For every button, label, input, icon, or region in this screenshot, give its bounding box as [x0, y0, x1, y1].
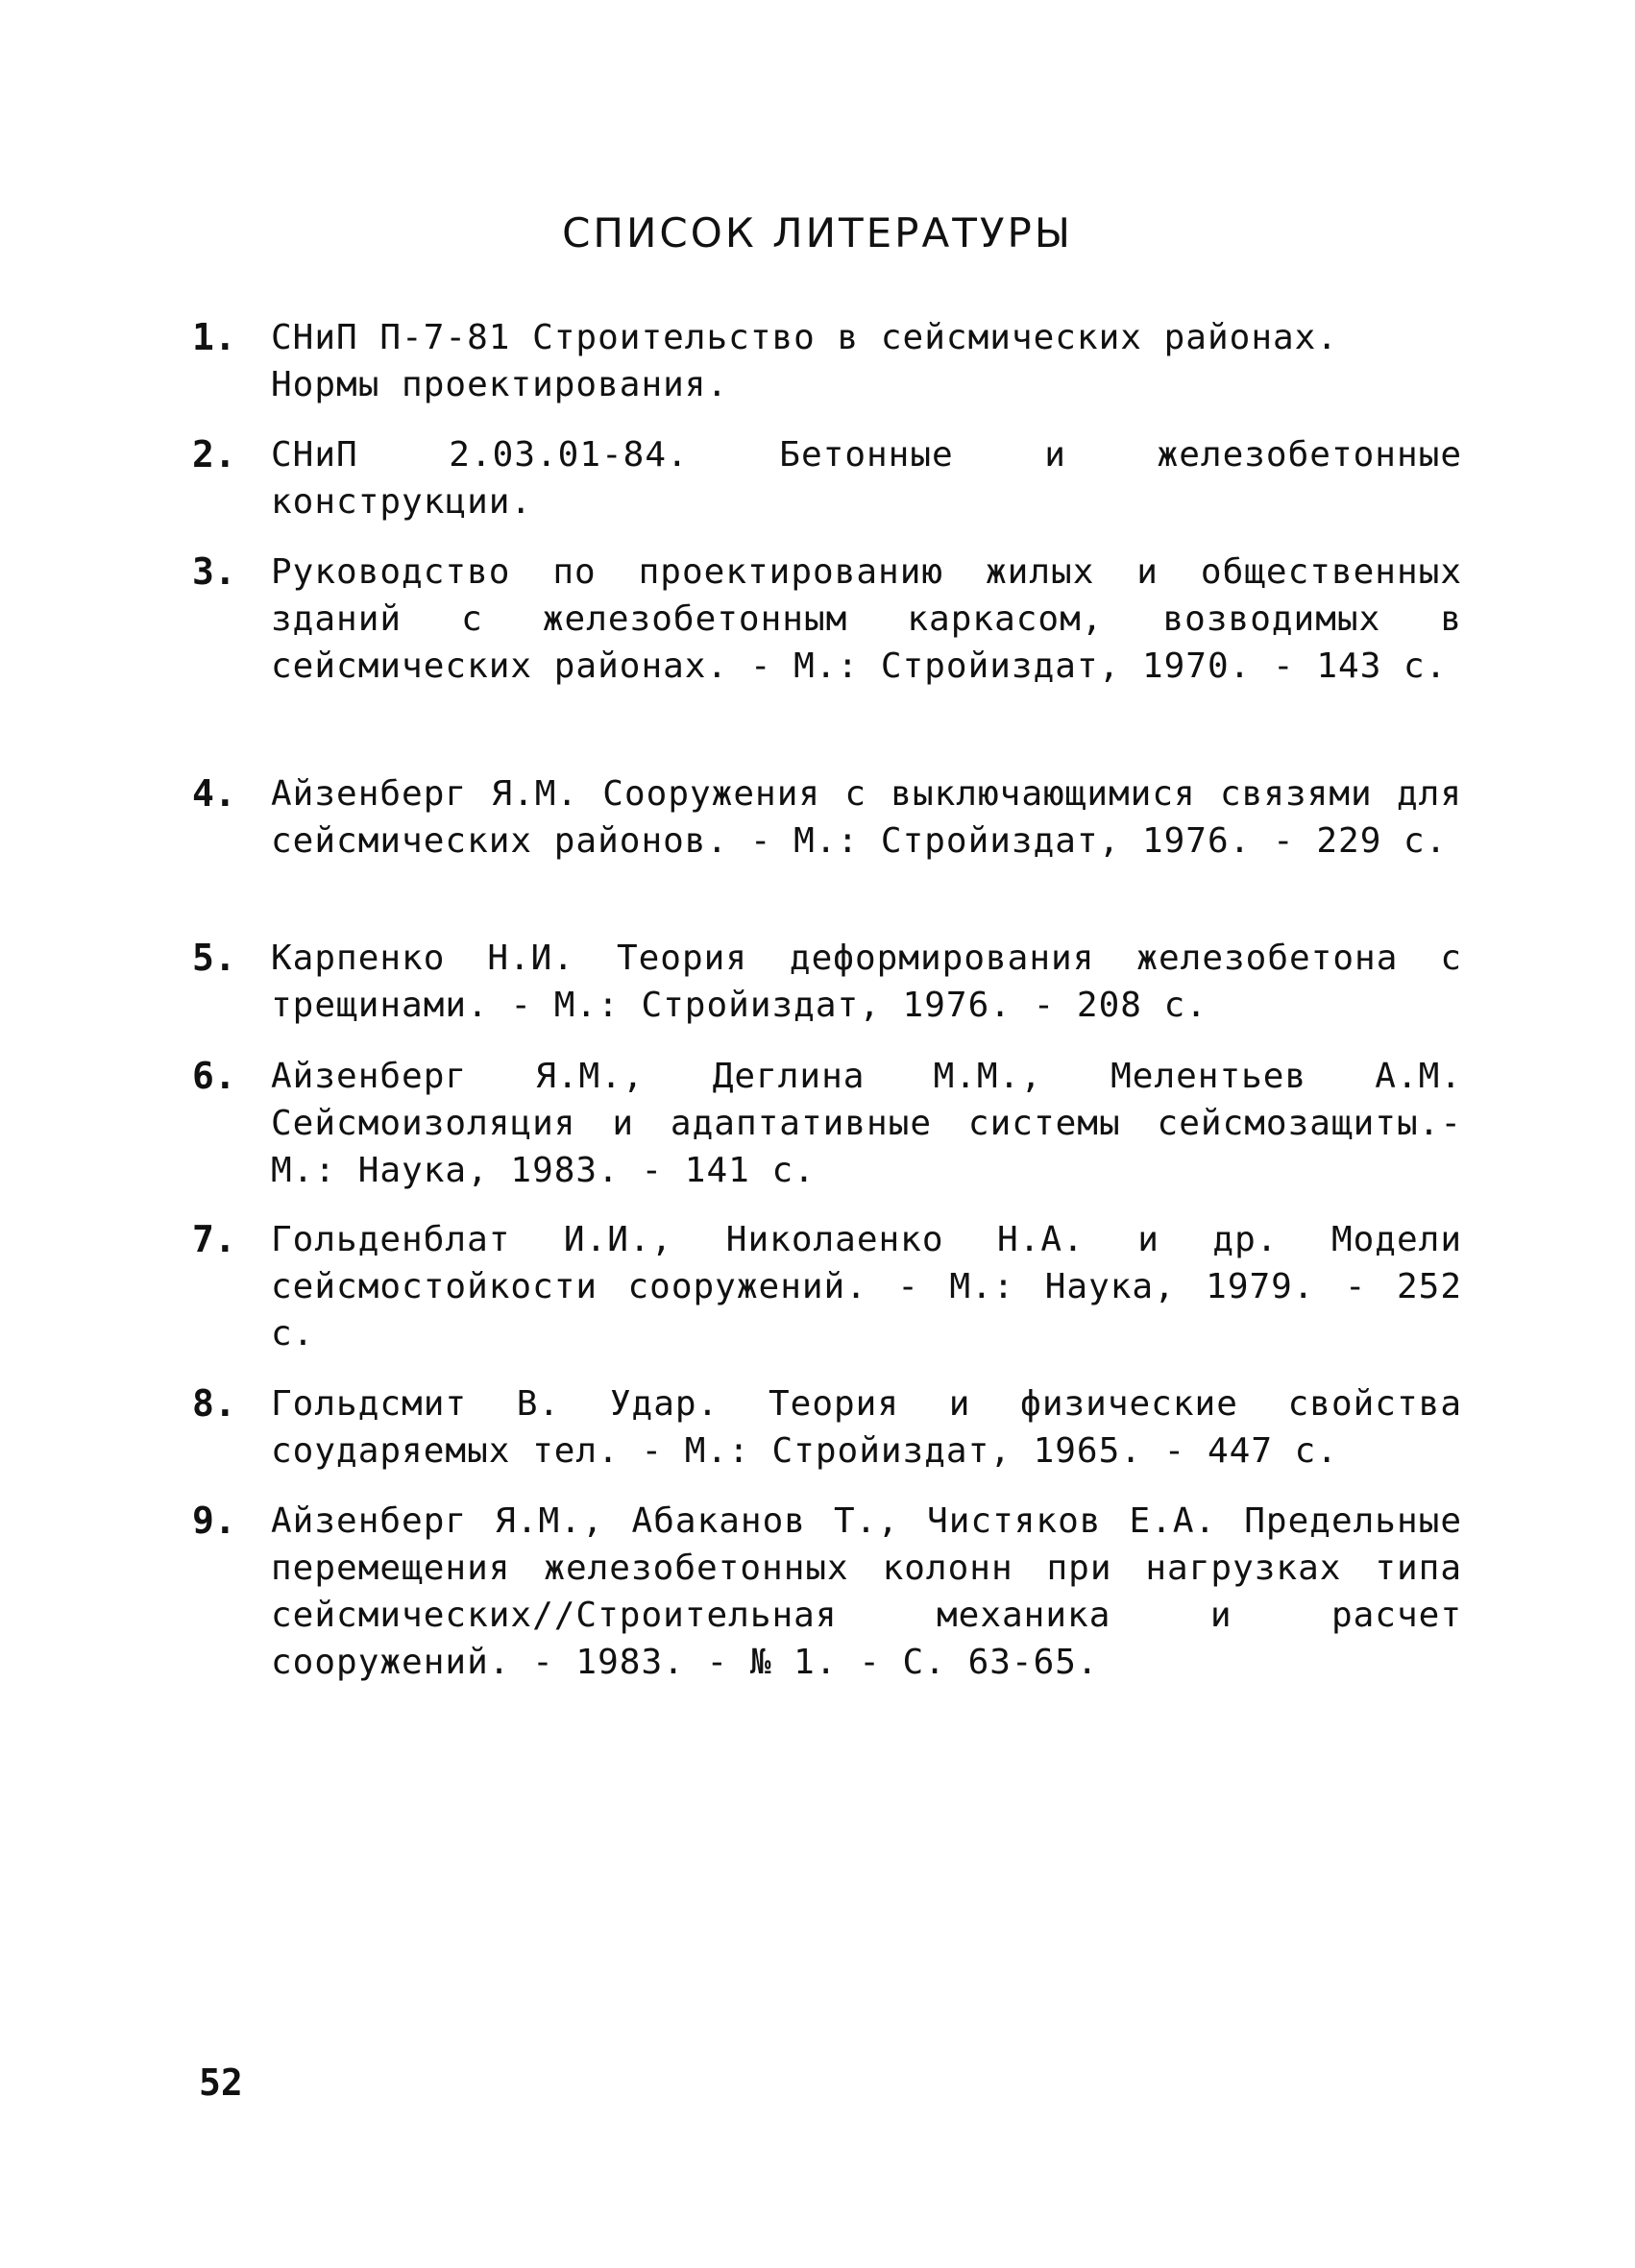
reference-number: 4.	[192, 772, 236, 815]
page-number: 52	[199, 2061, 243, 2104]
reference-number: 9.	[192, 1500, 236, 1542]
reference-number: 8.	[192, 1382, 236, 1425]
reference-text: СНиП 2.03.01-84. Бетонные и железобетонные конструкции.	[271, 435, 1462, 522]
reference-number: 3.	[192, 550, 236, 593]
page-title: СПИСОК ЛИТЕРАТУРЫ	[562, 209, 1073, 256]
reference-number: 7.	[192, 1218, 236, 1260]
reference-text: Айзенберг Я.М., Абаканов Т., Чистяков Е.А. Предельные перемещения железобетонных колонн при нагрузках типа сейсмических//Строительная механика и расчет сооружений. - 1983. - № 1. - С. 63-65.	[271, 1501, 1462, 1682]
reference-number: 5.	[192, 937, 236, 979]
reference-text: Айзенберг Я.М. Сооружения с выключающимися связями для сейсмических районов. - М.: Стройиздат, 1976. - 229 с.	[271, 774, 1462, 861]
reference-number: 6.	[192, 1055, 236, 1097]
reference-number: 2.	[192, 433, 236, 476]
reference-text: СНиП П-7-81 Строительство в сейсмических районах. Нормы проектирования.	[271, 318, 1339, 404]
reference-text: Руководство по проектированию жилых и общественных зданий с железобетонным каркасом, возводимых в сейсмических районах. - М.: Стройиздат, 1970. - 143 с.	[271, 552, 1462, 686]
reference-text: Гольденблат И.И., Николаенко Н.А. и др. Модели сейсмостойкости сооружений. - М.: Наука, 1979. - 252 с.	[271, 1220, 1462, 1353]
reference-text: Карпенко Н.И. Теория деформирования железобетона с трещинами. - М.: Стройиздат, 1976. - 208 с.	[271, 939, 1462, 1025]
reference-text: Гольдсмит В. Удар. Теория и физические свойства соударяемых тел. - М.: Стройиздат, 1965. - 447 с.	[271, 1384, 1462, 1471]
reference-text: Айзенберг Я.М., Деглина М.М., Мелентьев А.М. Сейсмоизоляция и адаптативные системы сейсмозащиты.- М.: Наука, 1983. - 141 с.	[271, 1057, 1462, 1190]
reference-number: 1.	[192, 316, 236, 358]
